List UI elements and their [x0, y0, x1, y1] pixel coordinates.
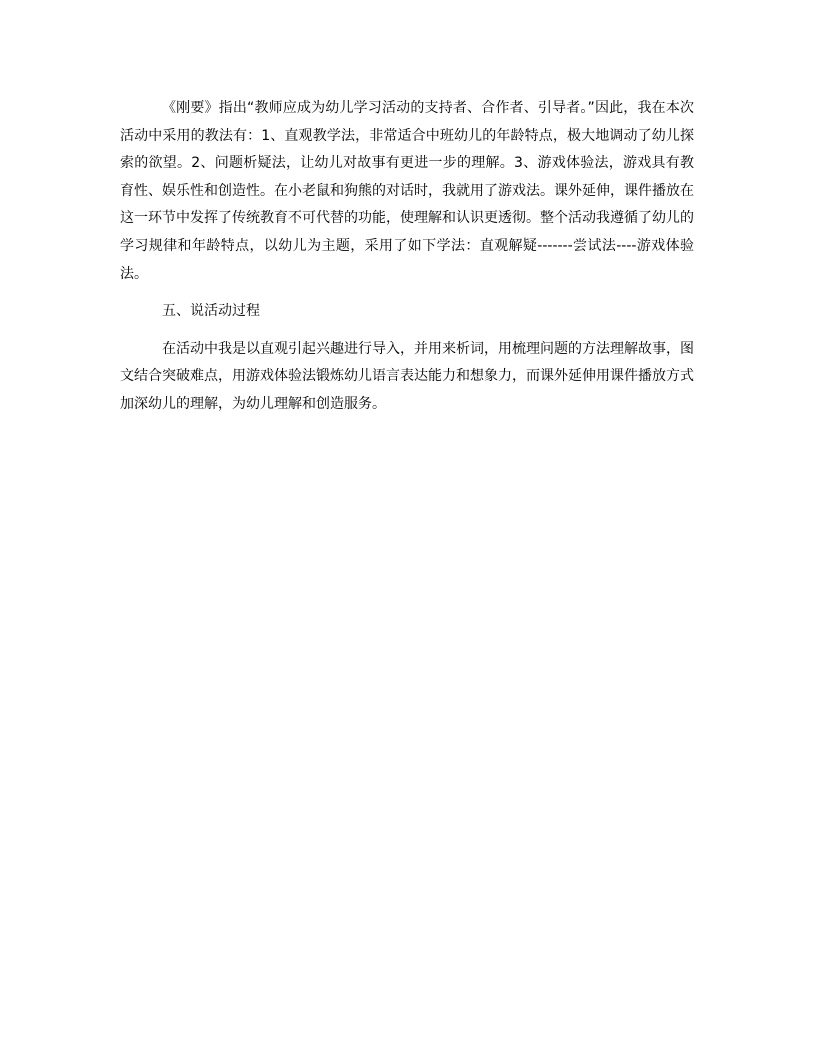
document-body [120, 95, 694, 429]
activity-process-paragraph: 在活动中我是以直观引起兴趣进行导入，并用来析词，用梳理问题的方法理解故事，图文结合突破难点，用游戏体验法锻炼幼儿语言表达能力和想象力，而课外延伸用课件播放方式加深幼儿的理解，为幼儿理解和创造服务。 [120, 340, 694, 412]
teaching-methods-paragraph: 《刚要》指出“教师应成为幼儿学习活动的支持者、合作者、引导者。”因此，我在本次活动中采用的教法有：1、直观教学法，非常适合中班幼儿的年龄特点，极大地调动了幼儿探索的欲望。2、问题析疑法，让幼儿对故事有更进一步的理解。3、游戏体验法，游戏具有教育性、娱乐性和创造性。在小老鼠和狗熊的对话时，我就用了游戏法。课外延伸，课件播放在这一环节中发挥了传统教育不可代替的功能，使理解和认识更透彻。整个活动我遵循了幼儿的学习规律和年龄特点，以幼儿为主题，采用了如下学法：直观解疑-------尝试法----游戏体验法。 [120, 100, 694, 282]
section-heading: 五、说活动过程 [162, 303, 260, 320]
